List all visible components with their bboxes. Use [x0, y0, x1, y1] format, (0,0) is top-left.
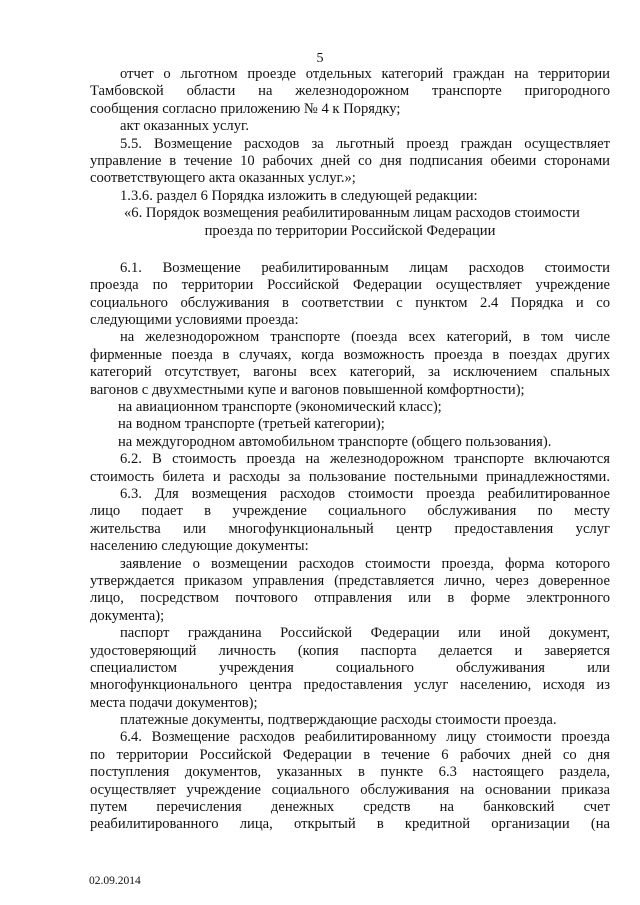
text-line: вагонов с двухместными купе и вагонов повышенной комфортности);: [90, 381, 525, 398]
text-line: утверждается приказом управления (представляется лично, через доверенное: [90, 572, 610, 589]
text-line: следующими условиями проезда:: [90, 312, 299, 329]
text-line: поступления документов, указанных в пункте 6.3 настоящего раздела,: [90, 764, 610, 781]
text-line: удостоверяющий личность (копия паспорта делается и заверяется: [90, 642, 610, 659]
text-line: фирменные поезда в случаях, когда возможность проезда в поездах других: [90, 346, 610, 363]
text-line: по территории Российской Федерации в течение 6 рабочих дней со дня: [90, 746, 610, 763]
text-line: населению следующие документы:: [90, 538, 309, 555]
text-line: на авиационном транспорте (экономический класс);: [118, 399, 442, 416]
text-line: специалистом учреждения социального обслуживания или: [90, 659, 610, 676]
paragraph-gap: [90, 240, 610, 260]
footer-date: 02.09.2014: [89, 875, 141, 887]
page-number: 5: [316, 51, 324, 66]
text-line: акт оказанных услуг.: [120, 118, 249, 135]
text-line: социального обслуживания в соответствии с пунктом 2.4 Порядка и со: [90, 294, 610, 311]
text-line: платежные документы, подтверждающие расходы стоимости проезда.: [120, 712, 557, 729]
text-line: лицо подает в учреждение социального обслуживания по месту: [90, 503, 610, 520]
text-line: жительства или многофункциональный центр предоставления услуг: [90, 520, 610, 537]
text-line: осуществляет учреждение социального обслуживания на основании приказа: [90, 781, 610, 798]
text-line: документа);: [90, 607, 165, 624]
text-line: паспорт гражданина Российской Федерации или иной документ,: [120, 625, 610, 642]
text-line: соответствующего акта оказанных услуг.»;: [90, 170, 356, 187]
text-line: заявление о возмещении расходов стоимости проезда, форма которого: [120, 555, 610, 572]
text-line: Тамбовской области на железнодорожном транспорте пригородного: [90, 83, 610, 100]
text-line: управление в течение 10 рабочих дней со дня подписания обеими сторонами: [90, 152, 610, 169]
text-line: отчет о льготном проезде отдельных категорий граждан на территории: [120, 66, 610, 82]
text-line: 5.5. Возмещение расходов за льготный проезд граждан осуществляет: [120, 135, 610, 152]
text-line: многофункционального центра предоставления услуг населению, исходя из: [90, 677, 610, 694]
text-line: 6.3. Для возмещения расходов стоимости проезда реабилитированное: [120, 485, 610, 502]
text-line: на железнодорожном транспорте (поезда всех категорий, в том числе: [120, 329, 610, 346]
text-line: категорий отсутствует, вагоны всех категорий, за исключением спальных: [90, 364, 610, 381]
text-line: 1.3.6. раздел 6 Порядка изложить в следующей редакции:: [120, 187, 478, 204]
text-line: 6.4. Возмещение расходов реабилитированному лицу стоимости проезда: [120, 729, 610, 746]
text-line: 6.2. В стоимость проезда на железнодорожном транспорте включаются: [120, 451, 610, 468]
text-line: путем перечисления денежных средств на банковский счет: [90, 799, 610, 816]
text-line: лицо, посредством почтового отправления или в форме электронного: [90, 590, 610, 607]
text-line: проезда по территории Российской Федерации осуществляет учреждение: [90, 277, 610, 294]
text-line: стоимость билета и расходы за пользование постельными принадлежностями.: [90, 468, 610, 485]
text-line: реабилитированного лица, открытый в кредитной организации (на: [90, 816, 610, 833]
text-line: «6. Порядок возмещения реабилитированным лицам расходов стоимости: [124, 205, 580, 222]
text-line: проезда по территории Российской Федерации: [204, 222, 496, 239]
text-line: на междугородном автомобильном транспорте (общего пользования).: [118, 433, 552, 450]
document-body: [90, 66, 610, 834]
text-line: сообщения согласно приложению № 4 к Порядку;: [90, 100, 401, 117]
text-line: 6.1. Возмещение реабилитированным лицам расходов стоимости: [120, 259, 610, 276]
text-line: на водном транспорте (третьей категории);: [118, 416, 385, 433]
text-line: места подачи документов);: [90, 694, 258, 711]
